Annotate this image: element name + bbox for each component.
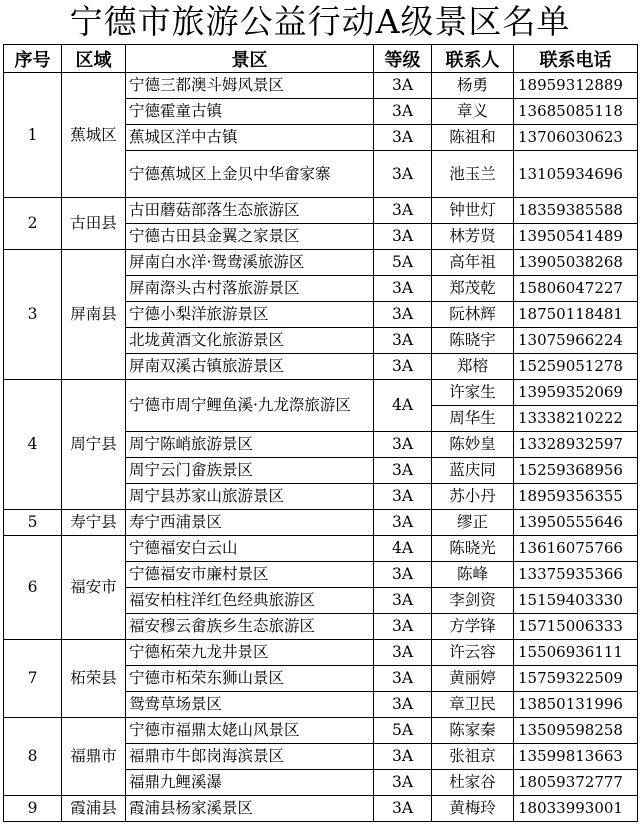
scenic-spot-name: 宁德三都澳斗姆风景区 [126, 73, 374, 99]
contact-name: 陈峰 [432, 562, 514, 588]
row-number: 2 [4, 198, 62, 250]
scenic-spot-name: 屏南白水洋·鸳鸯溪旅游区 [126, 250, 374, 276]
table-body [4, 73, 638, 822]
contact-name: 方学锋 [432, 614, 514, 640]
contact-phone: 18059372777 [514, 770, 638, 796]
scenic-spot-name: 寿宁西浦景区 [126, 510, 374, 536]
scenic-spot-name: 宁德霍童古镇 [126, 99, 374, 125]
contact-phone: 13328932597 [514, 432, 638, 458]
scenic-level: 3A [374, 458, 432, 484]
scenic-level: 3A [374, 796, 432, 822]
scenic-spot-name: 蕉城区洋中古镇 [126, 125, 374, 151]
page-title: 宁德市旅游公益行动A级景区名单 [69, 2, 571, 41]
scenic-spot-name: 古田蘑菇部落生态旅游区 [126, 198, 374, 224]
scenic-level: 3A [374, 692, 432, 718]
header-phone: 联系电话 [514, 45, 638, 73]
contact-name: 章卫民 [432, 692, 514, 718]
scenic-spot-name: 周宁陈峭旅游景区 [126, 432, 374, 458]
contact-name: 蓝庆同 [432, 458, 514, 484]
table-row [4, 250, 638, 276]
area-name: 蕉城区 [62, 73, 126, 198]
contact-phone: 13338210222 [514, 406, 638, 432]
contact-phone: 15759322509 [514, 666, 638, 692]
scenic-spot-name: 宁德蕉城区上金贝中华畲家寨 [126, 151, 374, 198]
header-level: 等级 [374, 45, 432, 73]
contact-phone: 18033993001 [514, 796, 638, 822]
area-name: 柘荣县 [62, 640, 126, 718]
area-name: 周宁县 [62, 380, 126, 510]
scenic-level: 4A [374, 536, 432, 562]
scenic-level: 3A [374, 73, 432, 99]
scenic-level: 5A [374, 250, 432, 276]
table-row [4, 718, 638, 744]
contact-phone: 13959352069 [514, 380, 638, 406]
scenic-level: 3A [374, 151, 432, 198]
scenic-spot-name: 宁德福安白云山 [126, 536, 374, 562]
scenic-spot-name: 宁德市周宁鲤鱼溪·九龙漈旅游区 [126, 380, 374, 432]
contact-phone: 13599813663 [514, 744, 638, 770]
contact-name: 林芳贤 [432, 224, 514, 250]
table-row [4, 640, 638, 666]
scenic-level: 3A [374, 770, 432, 796]
contact-name: 杨勇 [432, 73, 514, 99]
row-number: 7 [4, 640, 62, 718]
scenic-level: 5A [374, 718, 432, 744]
contact-phone: 13950541489 [514, 224, 638, 250]
scenic-spot-name: 福安穆云畲族乡生态旅游区 [126, 614, 374, 640]
table-row [4, 198, 638, 224]
scenic-spot-name: 宁德小梨洋旅游景区 [126, 302, 374, 328]
contact-name: 黄丽婷 [432, 666, 514, 692]
contact-name: 张祖京 [432, 744, 514, 770]
row-number: 6 [4, 536, 62, 640]
scenic-spot-name: 福安柏柱洋红色经典旅游区 [126, 588, 374, 614]
scenic-level: 3A [374, 588, 432, 614]
scenic-spot-name: 北垅黄酒文化旅游景区 [126, 328, 374, 354]
scenic-spot-name: 鸳鸯草场景区 [126, 692, 374, 718]
contact-name: 周华生 [432, 406, 514, 432]
contact-name: 郑茂乾 [432, 276, 514, 302]
contact-phone: 13950555646 [514, 510, 638, 536]
scenic-spot-name: 屏南漈头古村落旅游景区 [126, 276, 374, 302]
row-number: 8 [4, 718, 62, 796]
header-row [4, 45, 638, 73]
contact-name: 许家生 [432, 380, 514, 406]
table-row [4, 380, 638, 406]
contact-phone: 13706030623 [514, 125, 638, 151]
contact-name: 陈妙皇 [432, 432, 514, 458]
row-number: 9 [4, 796, 62, 822]
scenic-spot-name: 屏南双溪古镇旅游景区 [126, 354, 374, 380]
scenic-spot-name: 宁德福安市廉村景区 [126, 562, 374, 588]
scenic-level: 3A [374, 354, 432, 380]
contact-phone: 13375935366 [514, 562, 638, 588]
contact-phone: 13075966224 [514, 328, 638, 354]
area-name: 古田县 [62, 198, 126, 250]
table-row [4, 510, 638, 536]
header-contact: 联系人 [432, 45, 514, 73]
scenic-level: 3A [374, 125, 432, 151]
header-no: 序号 [4, 45, 62, 73]
contact-name: 许云容 [432, 640, 514, 666]
header-area: 区域 [62, 45, 126, 73]
contact-phone: 13616075766 [514, 536, 638, 562]
table-row [4, 73, 638, 99]
contact-phone: 18959312889 [514, 73, 638, 99]
contact-name: 陈祖和 [432, 125, 514, 151]
scenic-spot-name: 周宁云门畲族景区 [126, 458, 374, 484]
contact-name: 阮林辉 [432, 302, 514, 328]
scenic-level: 3A [374, 432, 432, 458]
contact-phone: 13850131996 [514, 692, 638, 718]
scenic-spot-table [3, 44, 638, 822]
scenic-level: 3A [374, 614, 432, 640]
scenic-level: 3A [374, 744, 432, 770]
scenic-level: 3A [374, 198, 432, 224]
scenic-level: 4A [374, 380, 432, 432]
contact-name: 池玉兰 [432, 151, 514, 198]
contact-phone: 15259051278 [514, 354, 638, 380]
scenic-level: 3A [374, 484, 432, 510]
area-name: 福鼎市 [62, 718, 126, 796]
scenic-level: 3A [374, 666, 432, 692]
scenic-spot-name: 宁德市柘荣东狮山景区 [126, 666, 374, 692]
contact-phone: 18750118481 [514, 302, 638, 328]
contact-phone: 13509598258 [514, 718, 638, 744]
scenic-level: 3A [374, 640, 432, 666]
scenic-spot-name: 周宁县苏家山旅游景区 [126, 484, 374, 510]
contact-name: 李剑资 [432, 588, 514, 614]
contact-phone: 15159403330 [514, 588, 638, 614]
row-number: 4 [4, 380, 62, 510]
contact-phone: 18959356355 [514, 484, 638, 510]
contact-name: 陈晓光 [432, 536, 514, 562]
contact-name: 钟世灯 [432, 198, 514, 224]
row-number: 3 [4, 250, 62, 380]
scenic-spot-name: 宁德柘荣九龙井景区 [126, 640, 374, 666]
scenic-spot-name: 宁德市福鼎太姥山风景区 [126, 718, 374, 744]
contact-name: 陈家秦 [432, 718, 514, 744]
scenic-level: 3A [374, 276, 432, 302]
table-row [4, 796, 638, 822]
contact-phone: 18359385588 [514, 198, 638, 224]
contact-phone: 15806047227 [514, 276, 638, 302]
scenic-level: 3A [374, 328, 432, 354]
scenic-spot-name: 福鼎市牛郎岗海滨景区 [126, 744, 374, 770]
scenic-spot-name: 霞浦县杨家溪景区 [126, 796, 374, 822]
contact-name: 黄梅玲 [432, 796, 514, 822]
row-number: 5 [4, 510, 62, 536]
scenic-spot-name: 福鼎九鲤溪瀑 [126, 770, 374, 796]
area-name: 福安市 [62, 536, 126, 640]
contact-name: 缪正 [432, 510, 514, 536]
contact-name: 陈晓宇 [432, 328, 514, 354]
contact-name: 苏小丹 [432, 484, 514, 510]
contact-name: 高年祖 [432, 250, 514, 276]
contact-phone: 13105934696 [514, 151, 638, 198]
area-name: 寿宁县 [62, 510, 126, 536]
contact-phone: 15715006333 [514, 614, 638, 640]
contact-name: 章义 [432, 99, 514, 125]
scenic-spot-name: 宁德古田县金翼之家景区 [126, 224, 374, 250]
contact-name: 杜家谷 [432, 770, 514, 796]
scenic-level: 3A [374, 510, 432, 536]
contact-phone: 15259368956 [514, 458, 638, 484]
header-spot: 景区 [126, 45, 374, 73]
area-name: 屏南县 [62, 250, 126, 380]
contact-phone: 15506936111 [514, 640, 638, 666]
contact-name: 郑榕 [432, 354, 514, 380]
row-number: 1 [4, 73, 62, 198]
area-name: 霞浦县 [62, 796, 126, 822]
contact-phone: 13905038268 [514, 250, 638, 276]
table-row [4, 536, 638, 562]
scenic-level: 3A [374, 562, 432, 588]
scenic-level: 3A [374, 224, 432, 250]
scenic-level: 3A [374, 302, 432, 328]
contact-phone: 13685085118 [514, 99, 638, 125]
scenic-level: 3A [374, 99, 432, 125]
